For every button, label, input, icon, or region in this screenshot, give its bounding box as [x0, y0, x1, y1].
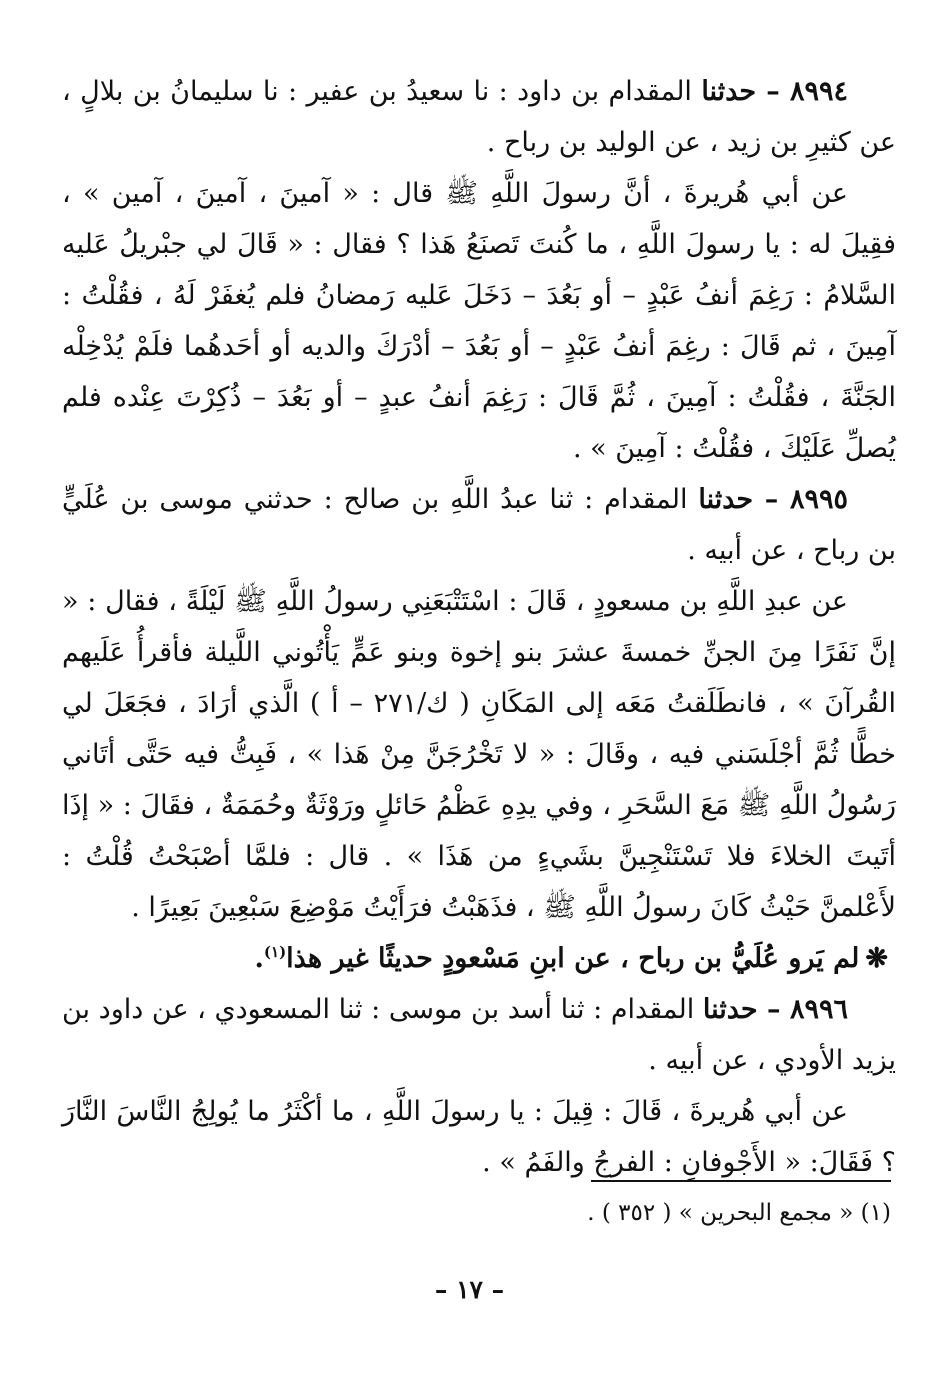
isnad-text: المقدام : ثنا عبدُ اللَّهِ بن صالح : حدثني موسى بن عُلَيٍّ بن رباح ، عن أبيه .	[62, 484, 896, 566]
hadith-number: ٨٩٩٥	[789, 484, 848, 515]
page-number: – ١٧ –	[434, 1275, 505, 1304]
isnad-text: المقدام بن داود : نا سعيدُ بن عفير : نا سليمانُ بن بلالٍ ، عن كثيرِ بن زيد ، عن الوليد بن رباح .	[62, 76, 896, 158]
hadith-8995-matn: عن عبدِ اللَّهِ بن مسعودٍ ، قَالَ : اسْتَتْبَعَنِي رسولُ اللَّهِ ﷺ لَيْلَةً ، فقال : « إنَّ نَفَرًا مِنَ الجنِّ خمسةَ عشرَ بنو إخوة وبنو عَمٍّ يَأْتُوني اللَّيلة فأقرأُ عَلَيهم القُرآنَ » ، فانطَلَقتُ مَعَه إلى المَكَانِ ( ك/٢٧١ – أ ) الَّذي أرَادَ ، فجَعَلَ لي خطًّا ثُمَّ أجْلَسَني فيه ، وقَالَ : « لا تَخْرُجَنَّ مِنْ هَذا » ، فَبِتُّ فيه حَتَّى أتَاني رَسُولُ اللَّهِ ﷺ مَعَ السَّحَرِ ، وفي يدِهِ عَظْمُ حَائلٍ ورَوْثَةٌ وحُمَمَةٌ ، فقَالَ : « إذَا أتَيتَ الخلاءَ فلا تَسْتَنْجِينَّ بشَيءٍ من هَذَا » . قال : فلمَّا أصْبَحْتُ قُلْتُ : لأَعْلمنَّ حَيْثُ كَانَ رسولُ اللَّهِ ﷺ ، فذَهَبْتُ فرَأَيْتُ مَوْضِعَ سَبْعِينَ بَعِيرًا .	[62, 586, 896, 923]
hadith-8994-isnad	[62, 66, 896, 168]
hadith-keyword: حدثنا	[698, 484, 754, 515]
hadith-8996-matn: عن أبي هُريرةَ ، قَالَ : قِيلَ : يا رسولَ اللَّهِ ، ما أكْثَرُ ما يُولِجُ النَّاسَ النَّارَ ؟ فَقَالَ: « الأَجْوفانِ : الفرجُ والفَمُ » .	[62, 1096, 896, 1178]
hadith-8996-isnad	[62, 984, 896, 1086]
editor-note	[62, 933, 896, 984]
hadith-dash: –	[756, 76, 790, 107]
hadith-number: ٨٩٩٦	[789, 994, 848, 1025]
hadith-dash: –	[757, 994, 790, 1025]
footnote-separator	[591, 1180, 891, 1182]
footnote: (١) « مجمع البحرين » ( ٣٥٢ ) .	[587, 1200, 891, 1226]
hadith-dash: –	[753, 484, 790, 515]
hadith-keyword: حدثنا	[702, 994, 758, 1025]
note-text: لم يَرو عُلَيُّ بن رباح ، عن ابنِ مَسْعودٍ حديثًا غير هذا	[286, 943, 860, 974]
footnote-separator-wrap	[0, 1180, 939, 1184]
isnad-text: المقدام : ثنا أسد بن موسى : ثنا المسعودي ، عن داود بن يزيد الأودي ، عن أبيه .	[62, 994, 896, 1076]
hadith-8995-isnad	[62, 474, 896, 576]
hadith-number: ٨٩٩٤	[789, 76, 848, 107]
hadith-8994-matn: عن أبي هُريرةَ ، أنَّ رسولَ اللَّهِ ﷺ قال : « آمينَ ، آمينَ ، آمين » ، فقِيلَ له : يا رسولَ اللَّهِ ، ما كُنتَ تَصنَعُ هَذا ؟ فقال : « قَالَ لي جبْريلُ عَليه السَّلامُ : رَغِمَ أنفُ عَبْدٍ – أو بَعُدَ – دَخَلَ عَليه رَمضانُ فلم يُغفَرْ لَهُ ، فقُلْتُ : آمِينَ ، ثم قَالَ : رغِمَ أنفُ عَبْدٍ – أو بَعُدَ – أدْرَكَ والديه أو أحَدهُما فلَمْ يُدْخِلْه الجَنَّةَ ، فقُلْتُ : آمِينَ ، ثُمَّ قَالَ : رَغِمَ أنفُ عبدٍ – أو بَعُدَ – ذُكِرْتَ عِنْده فلم يُصلِّ عَلَيْكَ ، فقُلْتُ : آمِينَ » .	[62, 178, 896, 464]
hadith-keyword: حدثنا	[701, 76, 757, 107]
footnote-ref: (١)	[263, 943, 287, 961]
note-end: .	[254, 943, 264, 974]
note-star-icon: ❋	[865, 943, 888, 974]
page-body	[62, 66, 896, 1188]
